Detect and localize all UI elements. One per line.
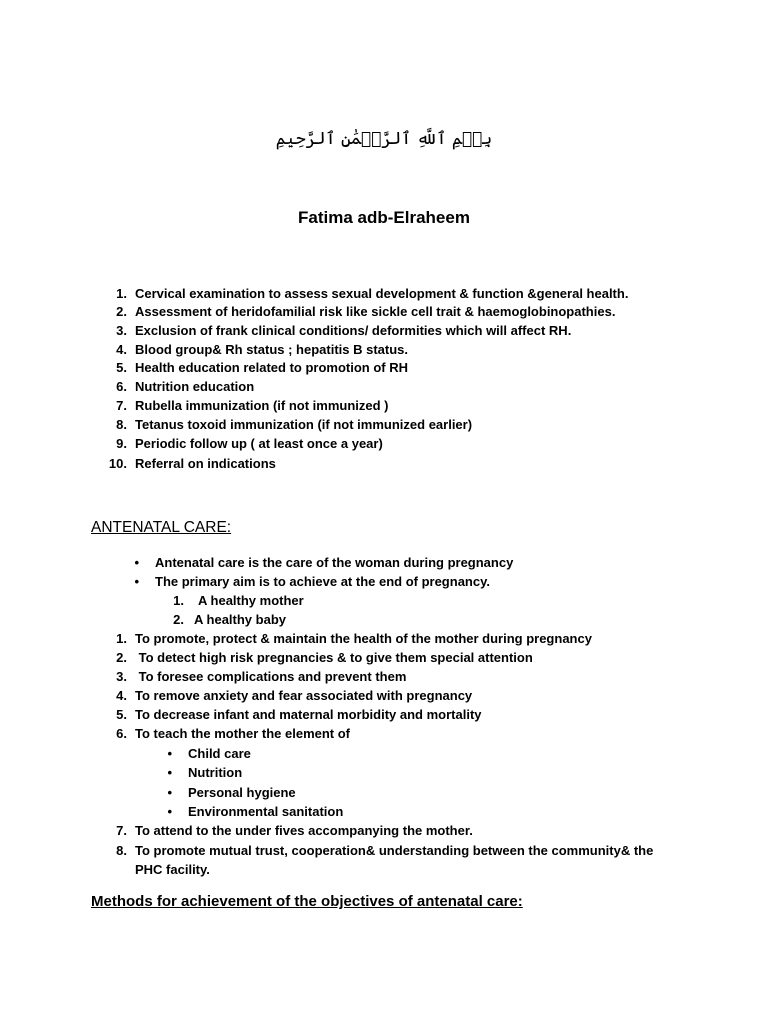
list-number: 3. [116,669,127,684]
list-item [116,340,409,359]
bullet-icon: • [167,785,172,800]
list-number: 1. [116,631,127,646]
list-number: 4. [116,688,127,703]
list-item [116,434,383,453]
objective-item [116,686,473,705]
bullet-text: Personal hygiene [188,785,296,800]
bullet-text: Antenatal care is the care of the woman during pregnancy [155,555,514,570]
list-number: 7. [116,823,127,838]
list-item [116,284,629,303]
list-text: Tetanus toxoid immunization (if not immunized earlier) [135,417,473,432]
bullet-text: The primary aim is to achieve at the end of pregnancy. [155,574,490,589]
bullet-item [167,783,296,802]
list-number: 7. [116,398,127,413]
section-heading-antenatal: ANTENATAL CARE: [91,519,232,536]
list-number: 6. [116,726,127,741]
list-number: 2. [173,612,184,627]
bullet-item [134,572,490,591]
list-text: To detect high risk pregnancies & to give them special attention [135,650,533,665]
objective-item [116,724,351,743]
list-text: To remove anxiety and fear associated with pregnancy [135,688,473,703]
author-name: Fatima adb-Elraheem [298,208,470,227]
bullet-icon: • [167,765,172,780]
list-text: Health education related to promotion of RH [135,360,409,375]
objective-item [116,705,482,724]
objective-item [116,667,407,686]
list-text: Rubella immunization (if not immunized ) [135,398,389,413]
list-item [116,302,616,321]
list-number: 5. [116,707,127,722]
list-number: 1. [116,286,127,301]
list-number: 1. [173,593,184,608]
list-text: To decrease infant and maternal morbidity and mortality [135,707,482,722]
list-number: 4. [116,342,127,357]
list-number: 8. [116,417,127,432]
objective-item [116,821,473,840]
bullet-icon: • [134,574,139,589]
bullet-icon: • [167,746,172,761]
list-number: 8. [116,843,127,858]
list-text: Exclusion of frank clinical conditions/ deformities which will affect RH. [135,323,572,338]
list-text: Assessment of heridofamilial risk like sickle cell trait & haemoglobinopathies. [135,304,616,319]
list-text: Blood group& Rh status ; hepatitis B status. [135,342,409,357]
bullet-text: Child care [188,746,251,761]
bismillah-calligraphy: بِسۡمِ ٱللَّهِ ٱلرَّحۡمَٰنِ ٱلرَّحِيمِ [275,129,493,149]
bullet-item [167,802,344,821]
list-item [108,454,276,473]
list-text: To promote mutual trust, cooperation& understanding between the community& the [135,843,654,858]
list-number: 2. [116,650,127,665]
objective-item [116,629,592,648]
list-item [173,591,304,610]
list-item [116,396,389,415]
list-number: 9. [116,436,127,451]
list-text: Cervical examination to assess sexual development & function &general health. [135,286,629,301]
list-text: Nutrition education [135,379,255,394]
list-text: To attend to the under fives accompanying the mother. [135,823,473,838]
bullet-icon: • [167,804,172,819]
section-heading-methods: Methods for achievement of the objectives of antenatal care: [91,893,523,910]
objective-item [116,841,654,860]
list-number: 6. [116,379,127,394]
bullet-item [134,553,514,572]
objective-item [116,648,533,667]
objective-continuation: PHC facility. [135,862,210,877]
bullet-text: Environmental sanitation [188,804,344,819]
list-item [173,610,286,629]
list-number: 3. [116,323,127,338]
list-item [116,358,409,377]
list-item [116,377,255,396]
list-text: To teach the mother the element of [135,726,351,741]
list-number: 2. [116,304,127,319]
bullet-item [167,763,243,782]
bullet-text: Nutrition [188,765,243,780]
list-text: Referral on indications [135,456,276,471]
list-item [116,321,572,340]
list-number: 5. [116,360,127,375]
list-text: To foresee complications and prevent them [135,669,407,684]
list-text: A healthy mother [198,593,304,608]
list-text: A healthy baby [194,612,286,627]
bullet-item [167,744,251,763]
bullet-icon: • [134,555,139,570]
list-number: 10. [108,456,127,471]
list-text: To promote, protect & maintain the health of the mother during pregnancy [135,631,592,646]
list-text: Periodic follow up ( at least once a year) [135,436,383,451]
list-item [116,415,473,434]
